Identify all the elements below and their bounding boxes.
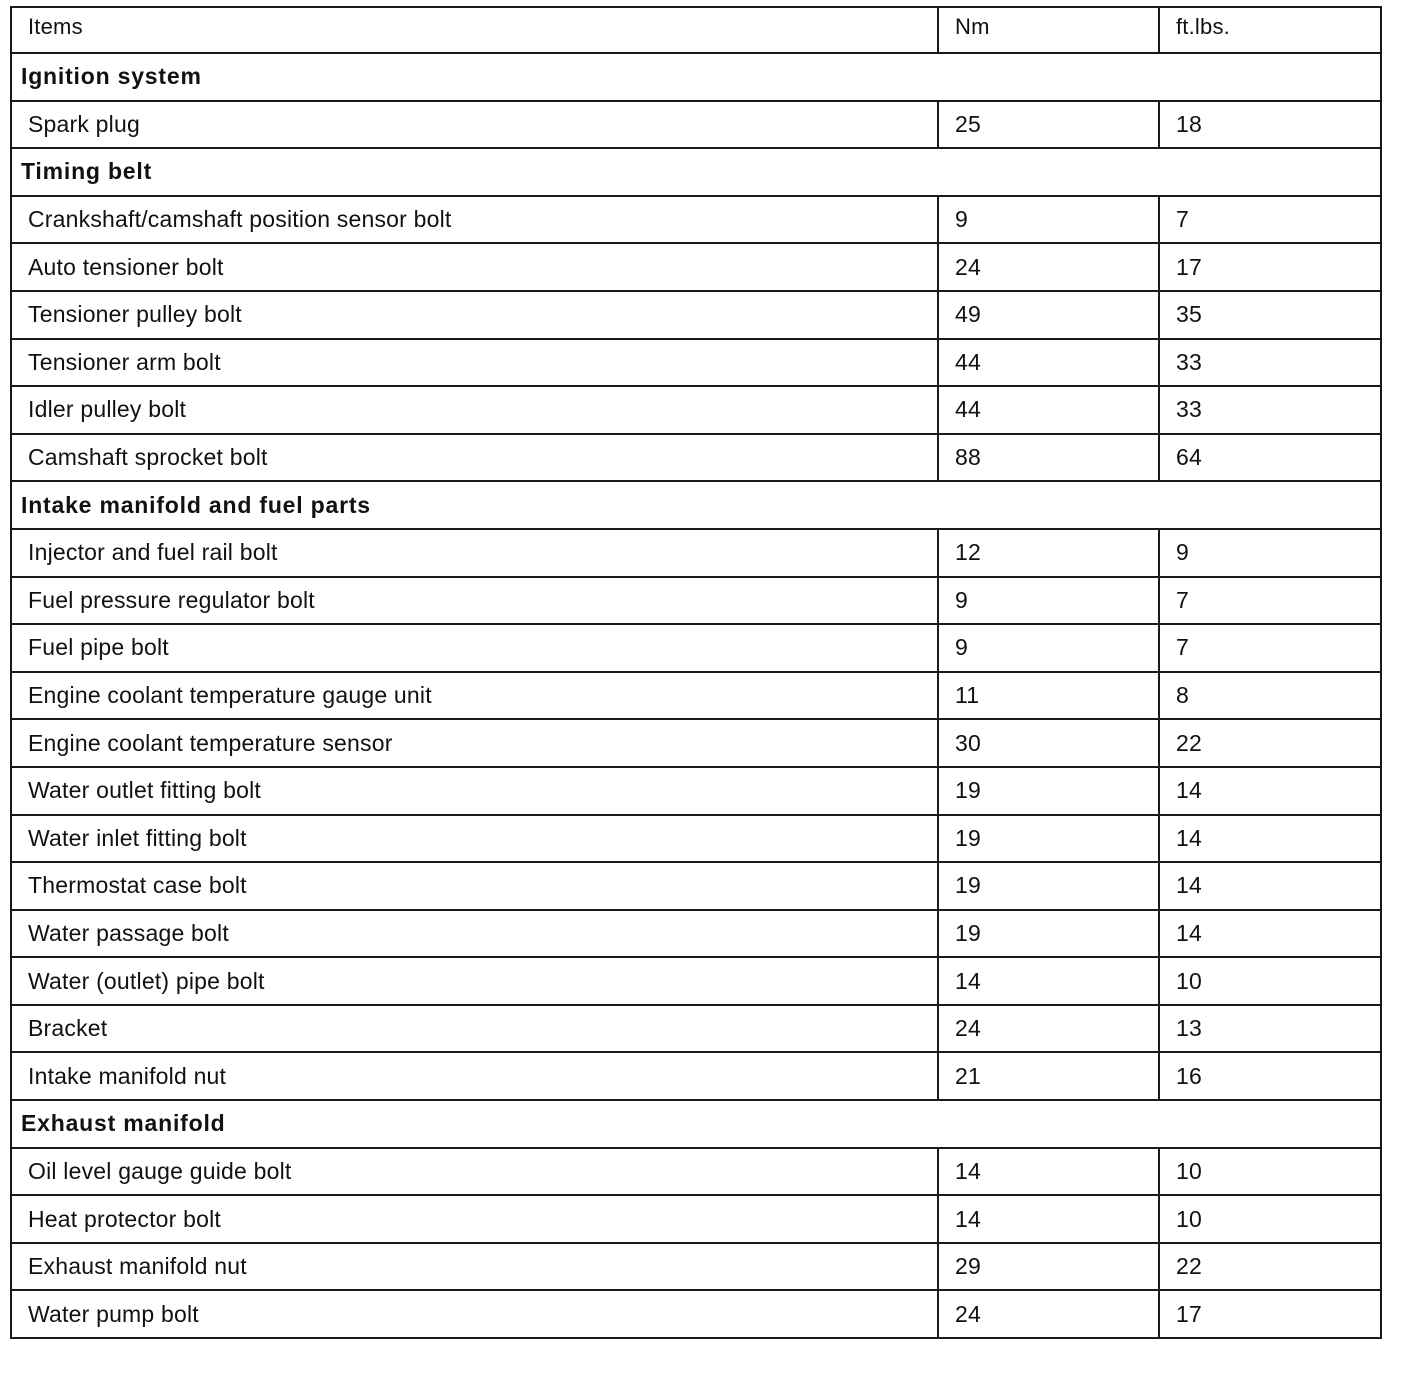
ftlbs-cell: 7 xyxy=(1159,577,1381,625)
table-row xyxy=(11,1243,1381,1291)
ftlbs-cell: 13 xyxy=(1159,1005,1381,1053)
item-cell: Tensioner pulley bolt xyxy=(11,291,938,339)
table-row xyxy=(11,624,1381,672)
ftlbs-cell: 10 xyxy=(1159,1148,1381,1196)
table-row xyxy=(11,1195,1381,1243)
table-body xyxy=(11,53,1381,1338)
table-row xyxy=(11,196,1381,244)
table-row xyxy=(11,291,1381,339)
table-row xyxy=(11,1052,1381,1100)
item-cell: Thermostat case bolt xyxy=(11,862,938,910)
nm-cell: 14 xyxy=(938,957,1159,1005)
item-cell: Camshaft sprocket bolt xyxy=(11,434,938,482)
nm-cell: 88 xyxy=(938,434,1159,482)
item-cell: Fuel pressure regulator bolt xyxy=(11,577,938,625)
ftlbs-cell: 22 xyxy=(1159,719,1381,767)
nm-cell: 24 xyxy=(938,1290,1159,1338)
item-cell: Auto tensioner bolt xyxy=(11,243,938,291)
nm-cell: 12 xyxy=(938,529,1159,577)
nm-cell: 9 xyxy=(938,624,1159,672)
ftlbs-cell: 35 xyxy=(1159,291,1381,339)
table-row xyxy=(11,862,1381,910)
ftlbs-cell: 33 xyxy=(1159,386,1381,434)
ftlbs-cell: 10 xyxy=(1159,957,1381,1005)
table-row xyxy=(11,815,1381,863)
nm-cell: 24 xyxy=(938,243,1159,291)
torque-spec-sheet xyxy=(10,6,1380,1339)
item-cell: Injector and fuel rail bolt xyxy=(11,529,938,577)
table-row xyxy=(11,577,1381,625)
section-row xyxy=(11,53,1381,101)
item-cell: Tensioner arm bolt xyxy=(11,339,938,387)
item-cell: Water (outlet) pipe bolt xyxy=(11,957,938,1005)
section-title: Timing belt xyxy=(11,148,1381,196)
section-row xyxy=(11,148,1381,196)
table-row xyxy=(11,243,1381,291)
table-row xyxy=(11,386,1381,434)
nm-cell: 9 xyxy=(938,577,1159,625)
nm-cell: 11 xyxy=(938,672,1159,720)
section-row xyxy=(11,1100,1381,1148)
table-row xyxy=(11,434,1381,482)
item-cell: Water inlet fitting bolt xyxy=(11,815,938,863)
table-row xyxy=(11,1005,1381,1053)
ftlbs-cell: 22 xyxy=(1159,1243,1381,1291)
section-title: Ignition system xyxy=(11,53,1381,101)
item-cell: Water passage bolt xyxy=(11,910,938,958)
item-cell: Oil level gauge guide bolt xyxy=(11,1148,938,1196)
item-cell: Idler pulley bolt xyxy=(11,386,938,434)
ftlbs-cell: 64 xyxy=(1159,434,1381,482)
table-row xyxy=(11,529,1381,577)
item-cell: Heat protector bolt xyxy=(11,1195,938,1243)
column-header-items: Items xyxy=(11,7,938,53)
ftlbs-cell: 9 xyxy=(1159,529,1381,577)
column-header-ftlbs: ft.lbs. xyxy=(1159,7,1381,53)
table-row xyxy=(11,767,1381,815)
table-row xyxy=(11,1290,1381,1338)
ftlbs-cell: 18 xyxy=(1159,101,1381,149)
ftlbs-cell: 10 xyxy=(1159,1195,1381,1243)
ftlbs-cell: 17 xyxy=(1159,1290,1381,1338)
table-row xyxy=(11,957,1381,1005)
ftlbs-cell: 14 xyxy=(1159,862,1381,910)
item-cell: Engine coolant temperature sensor xyxy=(11,719,938,767)
nm-cell: 14 xyxy=(938,1195,1159,1243)
table-row xyxy=(11,719,1381,767)
item-cell: Spark plug xyxy=(11,101,938,149)
nm-cell: 25 xyxy=(938,101,1159,149)
ftlbs-cell: 16 xyxy=(1159,1052,1381,1100)
ftlbs-cell: 14 xyxy=(1159,767,1381,815)
section-row xyxy=(11,481,1381,529)
nm-cell: 21 xyxy=(938,1052,1159,1100)
nm-cell: 44 xyxy=(938,339,1159,387)
nm-cell: 30 xyxy=(938,719,1159,767)
table-row xyxy=(11,101,1381,149)
item-cell: Bracket xyxy=(11,1005,938,1053)
nm-cell: 9 xyxy=(938,196,1159,244)
item-cell: Engine coolant temperature gauge unit xyxy=(11,672,938,720)
table-row xyxy=(11,672,1381,720)
table-row xyxy=(11,1148,1381,1196)
nm-cell: 14 xyxy=(938,1148,1159,1196)
table-header-row xyxy=(11,7,1381,53)
ftlbs-cell: 33 xyxy=(1159,339,1381,387)
table-row xyxy=(11,910,1381,958)
nm-cell: 24 xyxy=(938,1005,1159,1053)
nm-cell: 19 xyxy=(938,815,1159,863)
nm-cell: 44 xyxy=(938,386,1159,434)
section-title: Exhaust manifold xyxy=(11,1100,1381,1148)
item-cell: Water outlet fitting bolt xyxy=(11,767,938,815)
ftlbs-cell: 14 xyxy=(1159,815,1381,863)
item-cell: Crankshaft/camshaft position sensor bolt xyxy=(11,196,938,244)
ftlbs-cell: 7 xyxy=(1159,624,1381,672)
nm-cell: 19 xyxy=(938,862,1159,910)
table-row xyxy=(11,339,1381,387)
nm-cell: 19 xyxy=(938,910,1159,958)
torque-table xyxy=(10,6,1382,1339)
ftlbs-cell: 8 xyxy=(1159,672,1381,720)
item-cell: Intake manifold nut xyxy=(11,1052,938,1100)
nm-cell: 19 xyxy=(938,767,1159,815)
section-title: Intake manifold and fuel parts xyxy=(11,481,1381,529)
ftlbs-cell: 7 xyxy=(1159,196,1381,244)
item-cell: Water pump bolt xyxy=(11,1290,938,1338)
ftlbs-cell: 17 xyxy=(1159,243,1381,291)
column-header-nm: Nm xyxy=(938,7,1159,53)
nm-cell: 49 xyxy=(938,291,1159,339)
item-cell: Exhaust manifold nut xyxy=(11,1243,938,1291)
nm-cell: 29 xyxy=(938,1243,1159,1291)
ftlbs-cell: 14 xyxy=(1159,910,1381,958)
item-cell: Fuel pipe bolt xyxy=(11,624,938,672)
